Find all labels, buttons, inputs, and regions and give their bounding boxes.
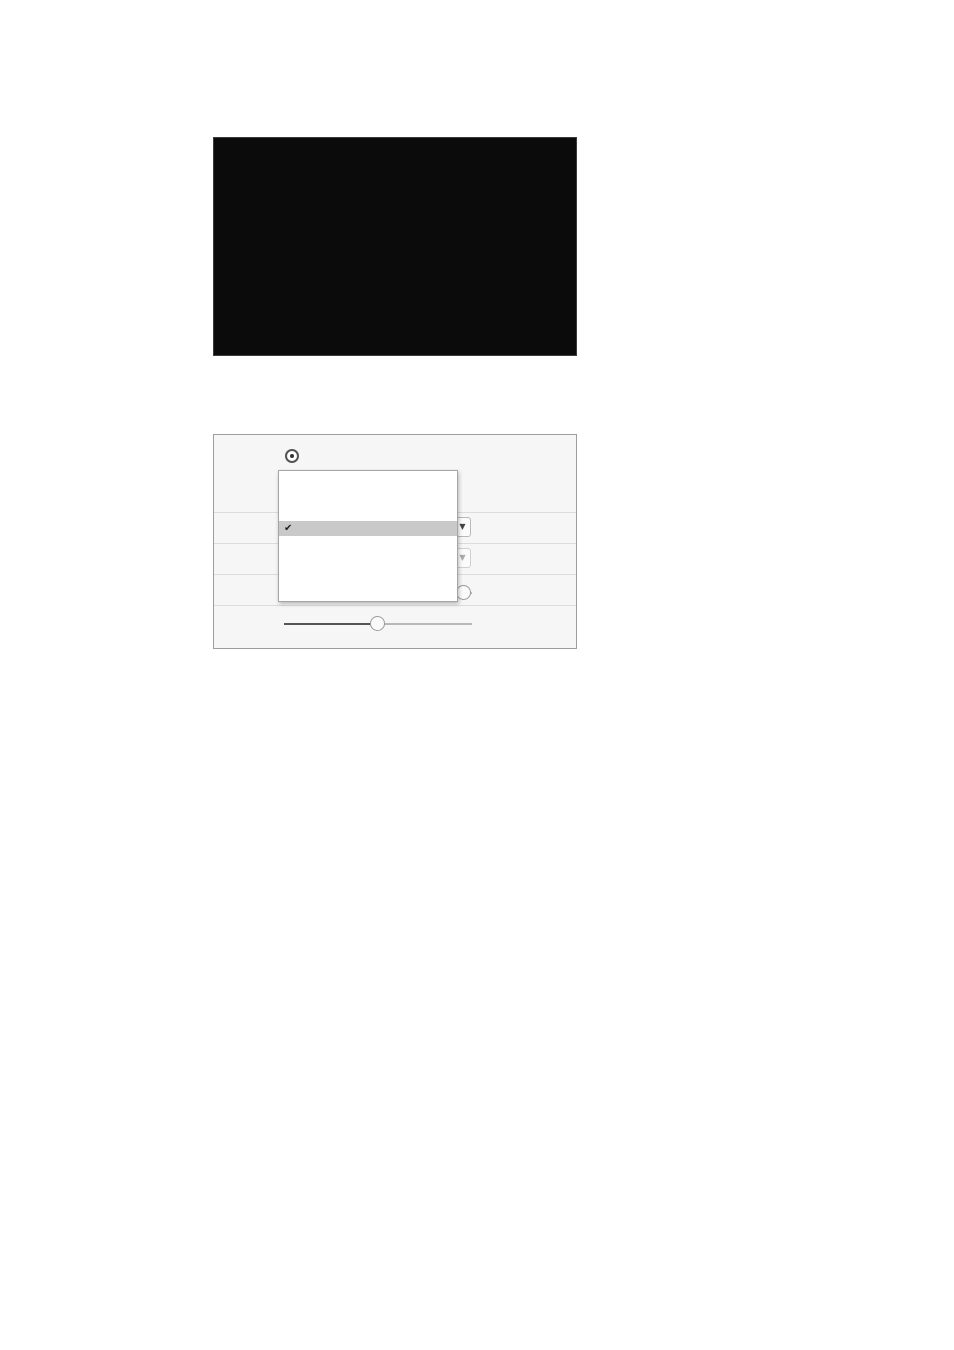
display-select-arrow[interactable]: ▼ <box>454 517 471 537</box>
divider <box>214 605 576 606</box>
set-select-arrow[interactable]: ▼ <box>454 548 471 568</box>
contrast-slider-fill <box>284 623 377 625</box>
left-monitor-radio[interactable] <box>285 449 299 463</box>
scope-graphic <box>214 138 577 356</box>
menu-item-rgb-parade[interactable] <box>279 521 457 536</box>
settings-panel <box>213 434 577 649</box>
menu-item-yuv-parade[interactable] <box>279 536 457 551</box>
menu-item-audio-dbvu[interactable] <box>279 583 457 598</box>
checkmark-icon: ✔ <box>284 522 293 534</box>
brightness-slider-knob[interactable] <box>456 585 471 600</box>
menu-item-vectorscope[interactable] <box>279 505 457 520</box>
display-dropdown-menu <box>278 470 458 602</box>
menu-item-video-monitoring[interactable] <box>279 474 457 489</box>
menu-item-audio-dbfs[interactable] <box>279 568 457 583</box>
menu-item-waveform[interactable] <box>279 490 457 505</box>
menu-item-histogram[interactable] <box>279 552 457 567</box>
contrast-slider-knob[interactable] <box>370 616 385 631</box>
yuv-parade-scope <box>213 137 577 356</box>
